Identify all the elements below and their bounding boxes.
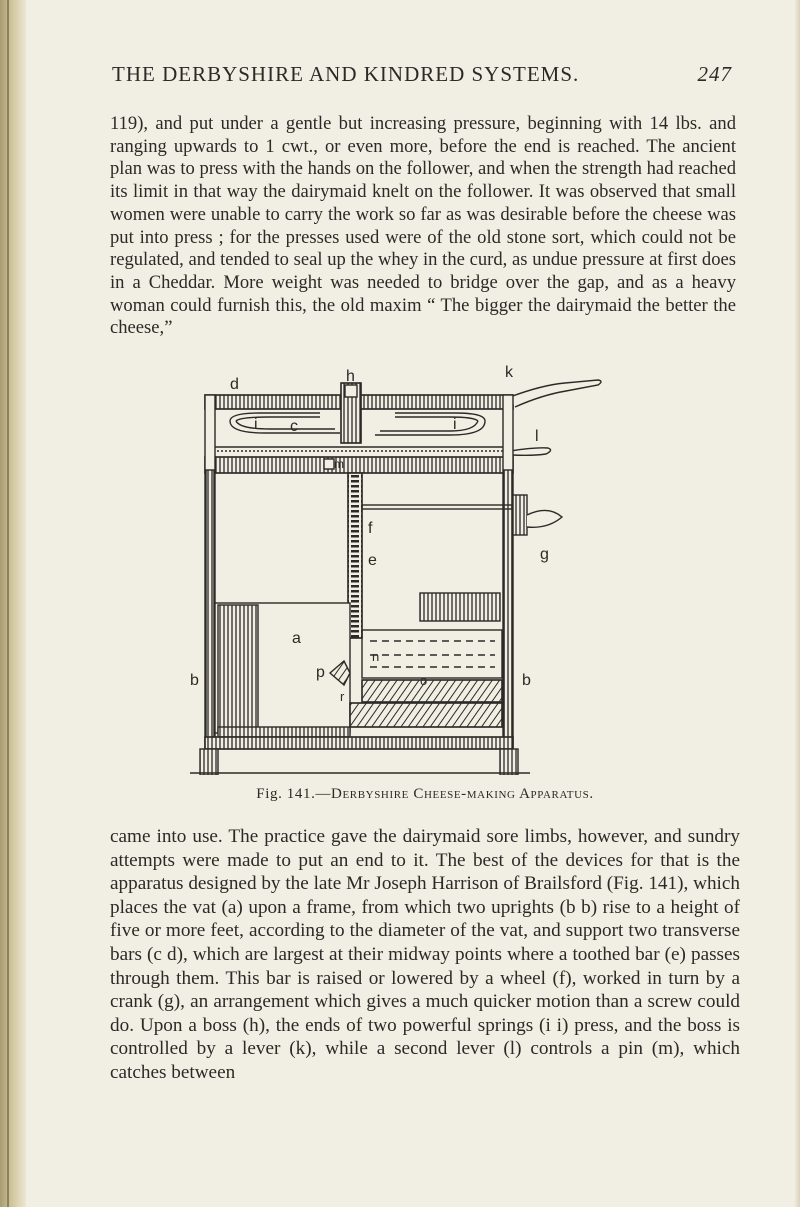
cheese-press-illustration — [170, 355, 610, 775]
follower — [362, 630, 502, 678]
page-number: 247 — [697, 62, 732, 86]
paragraph-top: 119), and put under a gentle but increasing pressure, beginning with 14 lbs. and ranging upwards to 1 cwt., or even more, before the end is reached. The ancient plan was to press with the hands on the follower, and when the strength had reached its limit in that way the dairymaid knelt on the follower. It was observed that small women were unable to carry the work so far as was desirable before the cheese was put into press ; for the presses used were of the old stone sort, which could not be regulated, and tended to seal up the whey in the curd, as undue pressure at first does in a Cheddar. More weight was needed to bridge over the gap, and as a heavy woman could furnish this, the old maxim “ The bigger the dairymaid the better the cheese,” — [110, 113, 736, 339]
label-i-right: i — [453, 416, 457, 433]
label-o: o — [420, 673, 428, 688]
crank-g — [513, 495, 527, 535]
paragraph-bottom: came into use. The practice gave the dairymaid sore limbs, however, and sundry attempts were made to put an end to it. The best of the devices for that is the apparatus designed by the late Mr Joseph Harrison of Brailsford (Fig. 141), which places the vat (a) upon a frame, from which two uprights (b b) rise to a height of five or more feet, according to the diameter of the vat, and support two transverse bars (c d), which are largest at their midway points where a toothed bar (e) passes through them. This bar is raised or lowered by a wheel (f), worked in turn by a crank (g), an arrangement which gives a much quicker motion than a screw could do. Upon a boss (h), the ends of two powerful springs (i i) press, and the boss is controlled by a lever (k), while a second lever (l) controls a pin (m), which catches between — [110, 826, 740, 1083]
label-m: m — [334, 457, 344, 471]
label-p: p — [316, 664, 325, 681]
label-i-left: i — [254, 416, 258, 433]
label-b-right: b — [522, 672, 531, 689]
label-b-left: b — [190, 672, 199, 689]
bar-c — [205, 457, 513, 473]
figure-caption — [110, 786, 740, 803]
figure-cheese-press — [170, 355, 610, 775]
book-spine-shadow — [0, 0, 26, 1207]
running-title: THE DERBYSHIRE AND KINDRED SYSTEMS. — [112, 62, 580, 86]
pin-m — [324, 459, 334, 469]
label-f: f — [368, 520, 373, 537]
press-plate — [362, 680, 502, 702]
label-d: d — [230, 376, 239, 393]
label-n: n — [372, 649, 380, 664]
spine-edge-line — [7, 0, 9, 1207]
label-a: a — [292, 630, 301, 647]
label-c: c — [290, 418, 298, 435]
label-e: e — [368, 552, 377, 569]
lever-l — [510, 448, 551, 456]
caption-prefix: Fig. 141.— — [256, 786, 332, 802]
lever-k — [510, 380, 601, 407]
running-head — [112, 62, 732, 94]
wheel-f-rail — [362, 505, 512, 509]
spring-right — [375, 413, 485, 435]
label-k: k — [505, 364, 513, 381]
caption-title: Derbyshire Cheese-making Apparatus. — [331, 786, 594, 802]
base-frame — [205, 737, 513, 749]
label-l: l — [535, 428, 539, 445]
label-h: h — [346, 368, 355, 385]
label-r: r — [340, 689, 345, 704]
label-g: g — [540, 546, 549, 563]
spring-left — [230, 413, 340, 433]
wheel-f — [420, 593, 500, 621]
page-edge — [794, 0, 800, 1207]
